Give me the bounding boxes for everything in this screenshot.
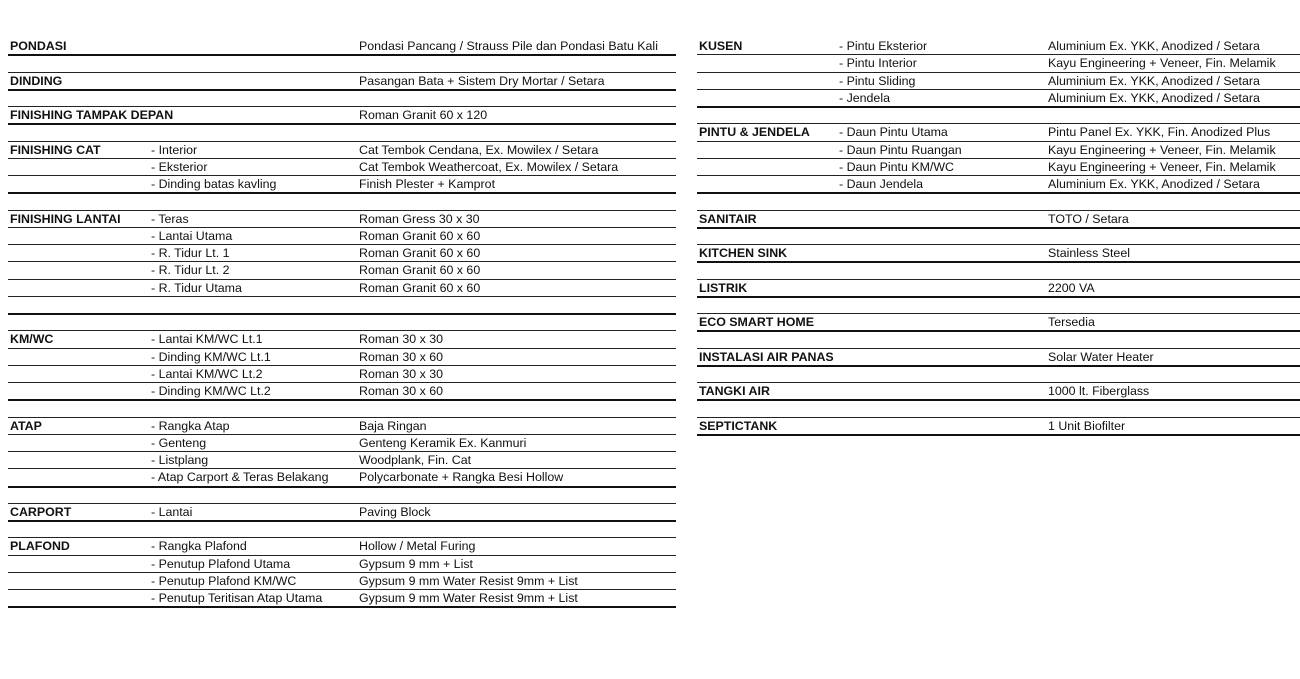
spec-value: TOTO / Setara: [1048, 211, 1129, 226]
spec-value: Roman 30 x 30: [359, 366, 444, 381]
spec-value: Roman Gress 30 x 30: [359, 211, 480, 226]
section-spacer: [8, 91, 676, 107]
spec-value: Cat Tembok Cendana, Ex. Mowilex / Setara: [359, 142, 599, 157]
sub-item-label: - Dinding KM/WC Lt.1: [151, 349, 271, 364]
sub-item-label: - Listplang: [151, 453, 209, 467]
spec-table-right: [697, 38, 1300, 436]
category-label: KITCHEN SINK: [699, 246, 788, 260]
spec-value: Hollow / Metal Furing: [359, 539, 476, 554]
spec-value: Aluminium Ex. YKK, Anodized / Setara: [1048, 73, 1260, 88]
spec-value: Solar Water Heater: [1048, 349, 1154, 364]
sub-item-label: - Penutup Plafond KM/WC: [151, 573, 297, 588]
section-spacer: [8, 488, 676, 504]
spec-value: Paving Block: [359, 504, 431, 519]
spec-value: Woodplank, Fin. Cat: [359, 453, 472, 467]
section-spacer: [8, 125, 676, 141]
spec-row: [8, 538, 676, 555]
sub-item-label: - Atap Carport & Teras Belakang: [151, 470, 329, 485]
spec-row: [8, 349, 676, 366]
section-spacer: [697, 229, 1300, 245]
sub-item-label: - Penutup Plafond Utama: [151, 556, 291, 571]
category-label: CARPORT: [10, 504, 72, 519]
spec-row: [8, 573, 676, 590]
spec-row: [8, 107, 676, 125]
spec-row: [8, 245, 676, 262]
spec-row: [8, 280, 676, 297]
spec-value: Gypsum 9 mm Water Resist 9mm + List: [359, 591, 578, 605]
sub-item-label: - Lantai KM/WC Lt.1: [151, 332, 263, 347]
sub-item-label: - R. Tidur Utama: [151, 280, 242, 295]
spec-value: Aluminium Ex. YKK, Anodized / Setara: [1048, 39, 1260, 53]
section-spacer: [8, 194, 676, 210]
category-label: LISTRIK: [699, 280, 748, 295]
spec-row: [8, 383, 676, 401]
spec-row: [8, 211, 676, 228]
sub-item-label: - Lantai Utama: [151, 228, 233, 243]
spec-row: [697, 383, 1300, 401]
spec-row: [697, 73, 1300, 90]
spec-row: [8, 366, 676, 383]
category-label: DINDING: [10, 73, 63, 88]
spec-row: [8, 469, 676, 487]
spec-row: [697, 245, 1300, 263]
section-spacer: [8, 522, 676, 538]
sub-item-label: - Pintu Eksterior: [839, 39, 928, 53]
spec-value: Cat Tembok Weathercoat, Ex. Mowilex / Setara: [359, 159, 619, 174]
spec-row: [8, 331, 676, 348]
spec-value: Aluminium Ex. YKK, Anodized / Setara: [1048, 90, 1260, 105]
spec-row: [8, 556, 676, 573]
spec-value: Pasangan Bata + Sistem Dry Mortar / Setara: [359, 73, 605, 88]
sub-item-label: - Pintu Sliding: [839, 73, 916, 88]
spec-value: Roman 30 x 60: [359, 384, 444, 398]
spec-row: [8, 590, 676, 608]
spec-row: [697, 211, 1300, 229]
spec-value: Baja Ringan: [359, 418, 427, 433]
spec-row: [697, 349, 1300, 367]
sub-item-label: - Dinding batas kavling: [151, 177, 277, 191]
spec-row: [8, 228, 676, 245]
sub-item-label: - Dinding KM/WC Lt.2: [151, 384, 271, 398]
spec-row: [697, 280, 1300, 298]
section-spacer: [697, 298, 1300, 314]
category-label: FINISHING TAMPAK DEPAN: [10, 108, 174, 122]
spec-row: [697, 90, 1300, 108]
sub-item-label: - Interior: [151, 142, 198, 157]
spec-row: [8, 297, 676, 315]
spec-row: [8, 435, 676, 452]
spec-value: 2200 VA: [1048, 280, 1095, 295]
category-label: INSTALASI AIR PANAS: [699, 349, 834, 364]
spec-value: Kayu Engineering + Veneer, Fin. Melamik: [1048, 56, 1276, 71]
category-label: SEPTICTANK: [699, 418, 778, 433]
spec-value: Tersedia: [1048, 315, 1095, 329]
section-spacer: [697, 367, 1300, 383]
category-label: KM/WC: [10, 332, 54, 347]
category-label: FINISHING LANTAI: [10, 211, 121, 226]
section-spacer: [697, 263, 1300, 279]
spec-row: [8, 452, 676, 469]
category-label: ATAP: [10, 418, 42, 433]
section-spacer: [697, 332, 1300, 348]
spec-value: Roman Granit 60 x 120: [359, 108, 488, 122]
sub-item-label: - Daun Pintu Ruangan: [839, 142, 962, 157]
sub-item-label: - Rangka Atap: [151, 418, 230, 433]
sub-item-label: - Eksterior: [151, 159, 208, 174]
spec-row: [8, 262, 676, 279]
spec-value: Pintu Panel Ex. YKK, Fin. Anodized Plus: [1048, 125, 1271, 140]
spec-row: [8, 38, 676, 56]
category-label: KUSEN: [699, 39, 743, 53]
spec-row: [697, 176, 1300, 194]
sub-item-label: - Daun Jendela: [839, 177, 924, 191]
spec-value: Kayu Engineering + Veneer, Fin. Melamik: [1048, 142, 1276, 157]
spec-row: [697, 124, 1300, 141]
spec-row: [8, 73, 676, 91]
sub-item-label: - Penutup Teritisan Atap Utama: [151, 591, 323, 605]
spec-row: [8, 176, 676, 194]
spec-value: Kayu Engineering + Veneer, Fin. Melamik: [1048, 159, 1276, 174]
category-label: ECO SMART HOME: [699, 315, 814, 329]
section-spacer: [697, 108, 1300, 124]
spec-row: [8, 159, 676, 176]
section-spacer: [697, 194, 1300, 210]
sub-item-label: - Daun Pintu KM/WC: [839, 159, 954, 174]
sub-item-label: - Teras: [151, 211, 189, 226]
spec-value: Gypsum 9 mm Water Resist 9mm + List: [359, 573, 578, 588]
sub-item-label: - Pintu Interior: [839, 56, 917, 71]
spec-value: Roman Granit 60 x 60: [359, 246, 481, 260]
spec-row: [697, 314, 1300, 332]
category-label: SANITAIR: [699, 211, 757, 226]
spec-value: Roman Granit 60 x 60: [359, 228, 481, 243]
section-spacer: [8, 401, 676, 417]
spec-table-left: [8, 38, 676, 608]
spec-row: [8, 142, 676, 159]
category-label: TANGKI AIR: [699, 384, 770, 398]
sub-item-label: - Genteng: [151, 435, 207, 450]
spec-row: [697, 142, 1300, 159]
spec-value: Roman Granit 60 x 60: [359, 263, 481, 278]
spec-row: [697, 418, 1300, 436]
spec-value: Roman 30 x 60: [359, 349, 444, 364]
spec-value: Stainless Steel: [1048, 246, 1130, 260]
sub-item-label: - Rangka Plafond: [151, 539, 247, 554]
category-label: FINISHING CAT: [10, 142, 101, 157]
spec-value: Roman 30 x 30: [359, 332, 444, 347]
sub-item-label: - Lantai KM/WC Lt.2: [151, 366, 263, 381]
spec-value: Genteng Keramik Ex. Kanmuri: [359, 435, 527, 450]
spec-value: Gypsum 9 mm + List: [359, 556, 473, 571]
section-spacer: [697, 401, 1300, 417]
spec-row: [697, 55, 1300, 72]
section-spacer: [8, 315, 676, 331]
section-spacer: [8, 56, 676, 72]
spec-value: Polycarbonate + Rangka Besi Hollow: [359, 470, 564, 485]
spec-row: [8, 504, 676, 522]
category-label: PINTU & JENDELA: [699, 125, 810, 140]
spec-value: Aluminium Ex. YKK, Anodized / Setara: [1048, 177, 1260, 191]
category-label: PONDASI: [10, 39, 67, 53]
spec-value: Pondasi Pancang / Strauss Pile dan Pondasi Batu Kali: [359, 39, 658, 53]
sub-item-label: - Jendela: [839, 90, 890, 105]
spec-value: Roman Granit 60 x 60: [359, 280, 481, 295]
sub-item-label: - Lantai: [151, 504, 193, 519]
spec-row: [697, 38, 1300, 55]
sub-item-label: - R. Tidur Lt. 1: [151, 246, 230, 260]
category-label: PLAFOND: [10, 539, 70, 554]
spec-row: [8, 418, 676, 435]
sub-item-label: - R. Tidur Lt. 2: [151, 263, 230, 278]
spec-value: 1 Unit Biofilter: [1048, 418, 1126, 433]
spec-value: Finish Plester + Kamprot: [359, 177, 496, 191]
sub-item-label: - Daun Pintu Utama: [839, 125, 948, 140]
spec-value: 1000 lt. Fiberglass: [1048, 384, 1150, 398]
spec-row: [697, 159, 1300, 176]
